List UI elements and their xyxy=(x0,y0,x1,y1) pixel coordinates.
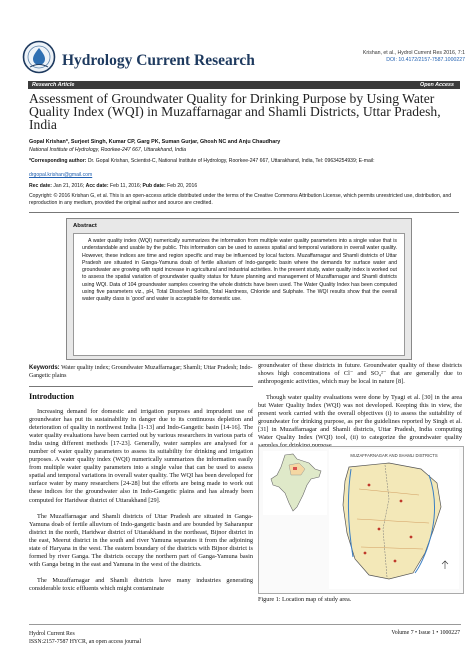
received-label: Rec date: xyxy=(29,183,52,189)
published-label: Pub date: xyxy=(142,183,166,189)
paragraph: Increasing demand for domestic and irrigation purposes and imprudent use of groundwater has put its sustainability in danger due to its continuous depletion and deterioration of quality in northwest India [1-13] and Indo-Gangetic basin [14-16]. The water quality evaluations have been carried out by various researchers in various parts of India using different methods [17-23]. Generally, water samples are analysed for a number of water quality parameters to assess its suitability for drinking and irrigation purposes. A water quality index (WQI) numerically summarizes the information easily from multiple water quality parameters into a single value that can be used to assess spatial and temporal variations in overall water quality. The WQI has been developed for surface water by many researchers [24-28] but the efforts are being made to work out these indices for the groundwater also in Indo-Gangetic plains and has already been computed for Haridwar district of Uttarakhand [29]. xyxy=(29,408,253,504)
corresponding-text: Dr. Gopal Krishan, Scientist-C, National Institute of Hydrology, Roorkee-247 667, Uttarakhand, India, Tel: 09634254939; E-mail: xyxy=(87,158,375,164)
figure-location-map xyxy=(258,446,464,594)
paragraph: The Muzaffarnagar and Shamli districts of Uttar Pradesh are situated in Ganga-Yamuna doab of fertile alluvium of Indo-gangetic basin and are bounded by Saharanpur district in the north, Haridwar district of Uttarakhand in the northeast, Bijnor district in the east, Meerut district in the south and river Yamuna separates it from the adjoining state of Haryana in the west. The eastern boundary of the districts with Bijnor district is formed by river Ganga. The districts occupy the northern part of Ganga-Yamuna basin with Ganga being in the east and Yamuna in the west of the districts. xyxy=(29,512,253,568)
published-date: Feb 20, 2016 xyxy=(167,183,198,189)
section-heading-introduction: Introduction xyxy=(29,392,75,401)
abstract-box xyxy=(66,218,412,360)
map-title: MUZAFFARNAGAR AND SHAMLI DISTRICTS xyxy=(350,453,438,458)
paragraph: Though water quality evaluations were done by Tyagi et al. [30] in the area but Water Quality Index (WQI) was not developed. Keeping this in view, the present work carried with the overall objectives (i) to assess the suitability of groundwater for drinking purpose, as per the guidelines reported by Singh et al. [31] in Muzaffarnagar and Shamli districts, Uttar Pradesh, India computing Water Quality Index (WQI) tool, (ii) to categorize the groundwater quality xyxy=(258,394,462,442)
author-list: Gopal Krishan*, Surjeet Singh, Kumar CP, Garg PK, Suman Gurjar, Ghosh NC and Anju Chaudhary xyxy=(29,139,281,145)
citation-line: Krishan, et al., Hydrol Current Res 2016, 7:1 xyxy=(362,50,465,56)
article-citation xyxy=(330,50,465,64)
article-title: Assessment of Groundwater Quality for Drinking Purpose by Using Water Quality Index (WQI) in Muzaffarnagar and Shamli Districts, Uttar Pradesh, India xyxy=(29,91,441,132)
abstract-text: A water quality index (WQI) numerically summarizes the information from multiple water quality parameters into a single value that is understandable and usable by the public. This information can be used to assess spatial and temporal variations in overall water quality. However, these indices are time and region specific and may be influenced by local factors. Muzaffarnagar and Shamli districts of Uttar Pradesh are situated in Ganga-Yamuna doab of fertile alluvium of Indo-gangetic basin where the demands for surface water and groundwater are growing with rapid increase in agricultural and industrial activities. In the present study, water quality index is worked out to assess the spatial variation of groundwater quality status for future planning and management of Muzaffarnagar and Shamli districts using WQI. Data of 104 groundwater samples covering the whole districts have been used. The Water Quality Index has been computed using five parameters viz., pH, Total Dissolved Solids, Total Hardness, Chloride and Sulphate. The WQI results show that the overall water quality class is ‘good’ and water is acceptable for domestic use. xyxy=(82,238,397,302)
doi-link[interactable]: DOI: 10.4172/2157-7587.1000227 xyxy=(386,57,465,63)
keywords-label: Keywords: xyxy=(29,365,60,371)
article-type-banner xyxy=(28,81,460,89)
footer-journal-name: Hydrol Current Res xyxy=(29,631,75,637)
affiliation: National Institute of Hydrology, Roorkee-247 667, Uttarakhand, India xyxy=(29,147,187,153)
accepted-date: Feb 11, 2016; xyxy=(110,183,142,189)
corresponding-label: *Corresponding author: xyxy=(29,158,87,164)
keywords xyxy=(29,364,253,380)
abstract-heading: Abstract xyxy=(73,223,97,229)
copyright-notice: Copyright: © 2016 Krishan G, et al. This is an open-access article distributed under the terms of the Creative Commons Attribution License, which permits unrestricted use, distribution, and reproduction in any medium, provided the original author and source are credited. xyxy=(29,193,452,206)
keywords-text: Water quality index; Groundwater Muzaffarnagar; Shamli; Uttar Pradesh; Indo-Gangetic plains xyxy=(29,365,253,379)
received-date: Jan 21, 2016; xyxy=(53,183,85,189)
corresponding-email-link[interactable]: drgopal.krishan@gmail.com xyxy=(29,172,93,178)
paragraph: The Muzaffarnagar and Shamli districts have many industries generating considerable toxic effluents which might contaminate xyxy=(29,576,253,592)
abstract-panel xyxy=(73,233,405,356)
left-column xyxy=(29,408,253,593)
footer-divider xyxy=(29,624,461,625)
article-dates xyxy=(29,183,459,189)
accepted-label: Acc date: xyxy=(85,183,109,189)
footer-journal-info xyxy=(29,630,141,646)
corresponding-author xyxy=(29,158,459,165)
footer-issn: ISSN:2157-7587 HYCR, an open access journal xyxy=(29,639,142,645)
footer-volume-info: Volume 7 • Issue 1 • 1000227 xyxy=(391,630,460,636)
district-map xyxy=(329,449,459,589)
divider xyxy=(29,386,253,387)
right-column xyxy=(258,362,462,450)
india-inset-map xyxy=(263,451,327,515)
open-access-label: Open Access xyxy=(420,82,454,88)
article-type-label: Research Article xyxy=(32,82,75,88)
paragraph: groundwater of these districts in future. Groundwater quality of these districts shows high concentrations of Cl⁻ and SO₄²⁻ that are generally due to anthropogenic activities, which may be local in nature [8]. xyxy=(258,362,462,386)
journal-title: Hydrology Current Research xyxy=(62,52,255,69)
figure-caption: Figure 1: Location map of study area. xyxy=(258,596,352,603)
journal-logo-icon xyxy=(22,40,56,74)
divider xyxy=(29,212,459,213)
